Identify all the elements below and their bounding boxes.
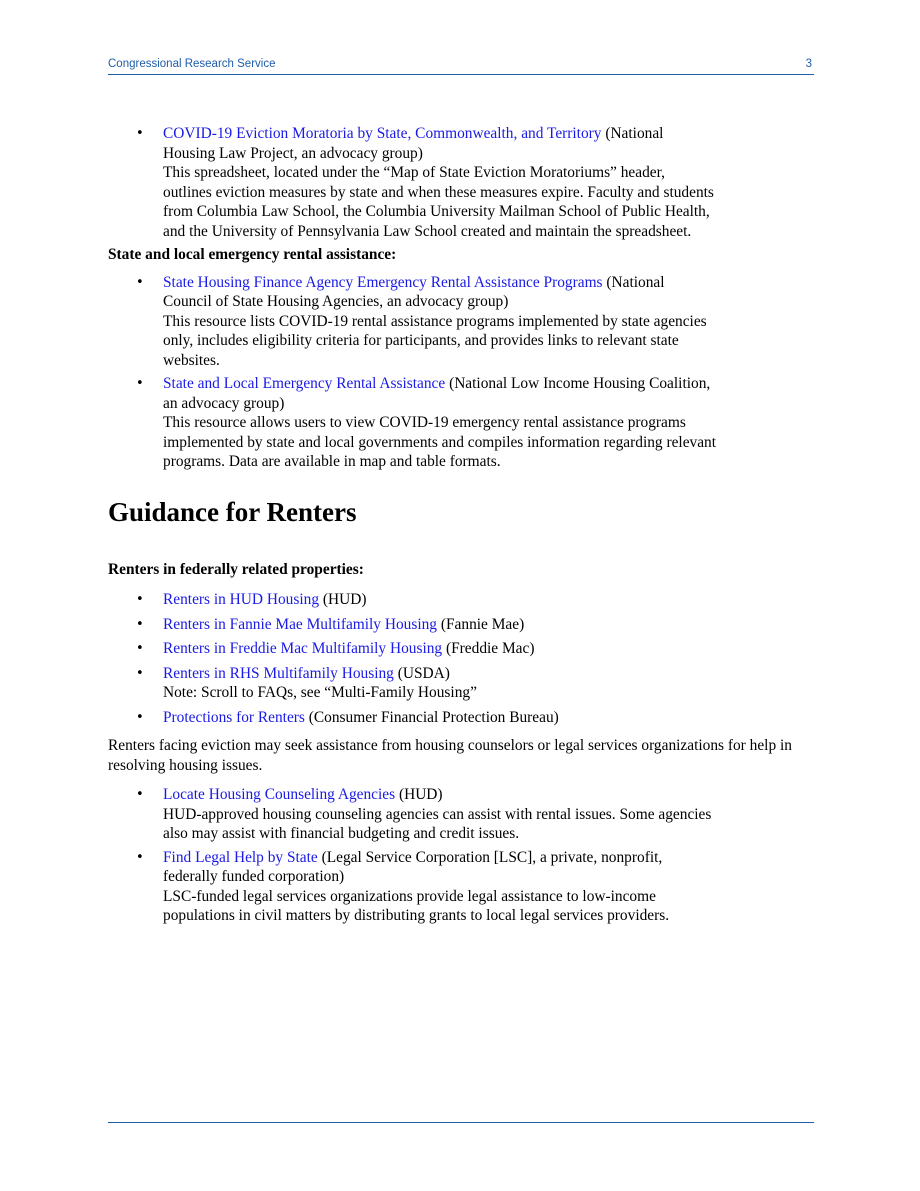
- rental-assistance-heading: State and local emergency rental assistance:: [108, 246, 397, 263]
- list-item: • Renters in HUD Housing (HUD): [108, 590, 808, 610]
- guidance-title: Guidance for Renters: [108, 496, 357, 527]
- page-header: [108, 57, 814, 75]
- moratoria-link[interactable]: COVID-19 Eviction Moratoria by State, Commonwealth, and Territory: [163, 125, 602, 142]
- page-number: 3: [805, 58, 812, 70]
- footer-rule: [108, 1122, 814, 1123]
- list-item: • State and Local Emergency Rental Assistance (National Low Income Housing Coalition, an advocacy group) This resource allows users to view COVID-19 emergency rental assistance programs implemented by state and local governments and compiles information regarding relevant programs. Data are available in map and table formats.: [108, 374, 808, 472]
- renters-rhs-link[interactable]: Renters in RHS Multifamily Housing: [163, 664, 394, 682]
- list-item: • Renters in Fannie Mae Multifamily Housing (Fannie Mae): [108, 615, 808, 635]
- legal-help-link[interactable]: Find Legal Help by State: [163, 848, 318, 866]
- renters-hud-link[interactable]: Renters in HUD Housing: [163, 591, 320, 608]
- rental-assistance-list: [108, 273, 808, 472]
- renters-freddie-link[interactable]: Renters in Freddie Mac Multifamily Housing: [163, 640, 443, 657]
- list-item: • Renters in RHS Multifamily Housing (USDA) Note: Scroll to FAQs, see “Multi-Family Housing”: [108, 664, 808, 703]
- state-hfa-link[interactable]: State Housing Finance Agency Emergency Rental Assistance Programs: [163, 273, 603, 291]
- list-item: • COVID-19 Eviction Moratoria by State, Commonwealth, and Territory (National Housing Law Project, an advocacy group) This spreadsheet, located under the “Map of State Eviction Moratoriums” header, outlines eviction measures by state and when these measures expire. Faculty and students from Columbia Law School, the Columbia University Mailman School of Public Health, and the University of Pennsylvania Law School created and maintain the spreadsheet.: [108, 124, 808, 241]
- federal-properties-list: [108, 590, 808, 727]
- help-list: [108, 785, 808, 926]
- list-item: • Renters in Freddie Mac Multifamily Housing (Freddie Mac): [108, 639, 808, 659]
- federal-properties-heading: Renters in federally related properties:: [108, 560, 364, 578]
- moratoria-list: [108, 124, 808, 241]
- renters-fannie-link[interactable]: Renters in Fannie Mae Multifamily Housing: [163, 615, 438, 633]
- rhs-note: Note: Scroll to FAQs, see “Multi-Family Housing”: [163, 684, 477, 701]
- state-local-era-link[interactable]: State and Local Emergency Rental Assistance: [163, 375, 446, 392]
- list-item: • Locate Housing Counseling Agencies (HUD) HUD-approved housing counseling agencies can assist with rental issues. Some agencies also may assist with financial budgeting and credit issues.: [108, 785, 808, 844]
- housing-counseling-link[interactable]: Locate Housing Counseling Agencies: [163, 786, 396, 803]
- list-item: • Protections for Renters (Consumer Financial Protection Bureau): [108, 708, 808, 728]
- protections-link[interactable]: Protections for Renters: [163, 708, 305, 726]
- list-item: • State Housing Finance Agency Emergency Rental Assistance Programs (National Council of State Housing Agencies, an advocacy group) This resource lists COVID-19 rental assistance programs implemented by state agencies only, includes eligibility criteria for participants, and provides links to relevant state websites.: [108, 273, 808, 371]
- list-item: • Find Legal Help by State (Legal Service Corporation [LSC], a private, nonprofit, federally funded corporation) LSC-funded legal services organizations provide legal assistance to low-income populations in civil matters by distributing grants to local legal services providers.: [108, 848, 808, 926]
- header-org: Congressional Research Service: [108, 58, 276, 70]
- eviction-paragraph: Renters facing eviction may seek assistance from housing counselors or legal services organizations for help in resolving housing issues.: [108, 737, 792, 774]
- document-body: [108, 124, 808, 926]
